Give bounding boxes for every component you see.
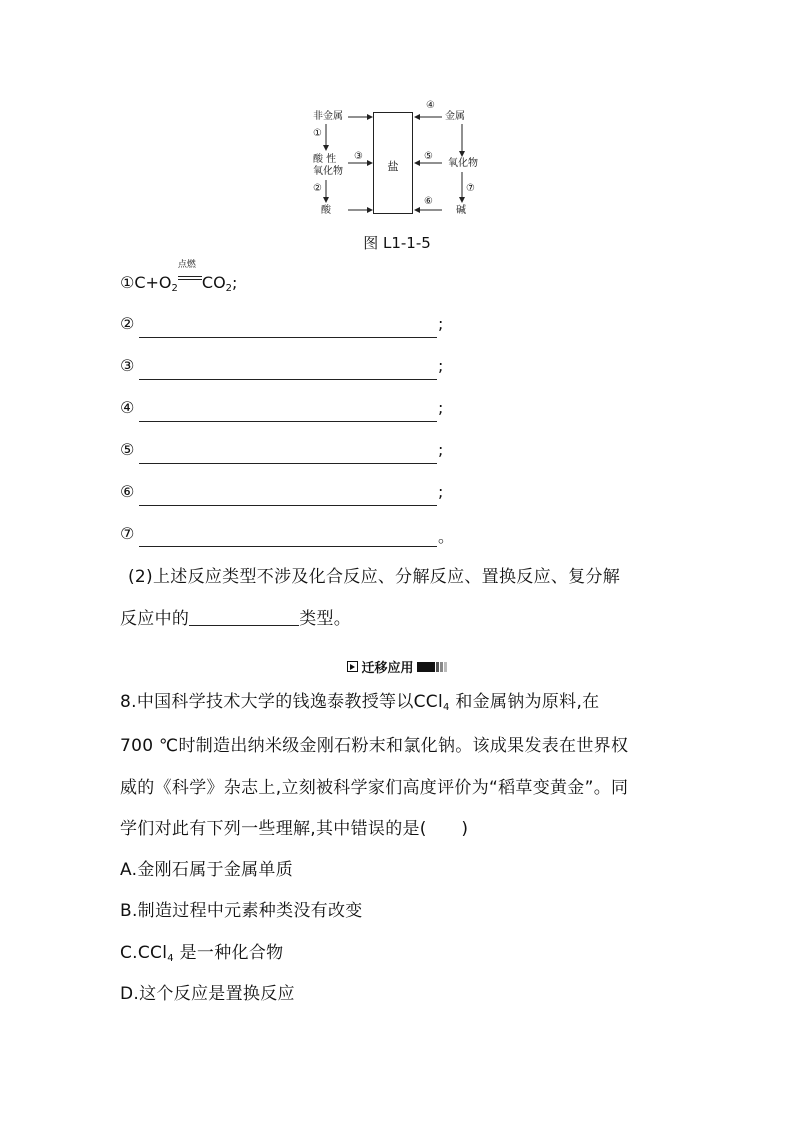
- q8-line-1: [120, 687, 599, 713]
- section-heading: [0, 657, 794, 676]
- node-nonmetal: 非金属: [313, 111, 343, 122]
- equation-1-lhs-sub: 2: [171, 283, 178, 294]
- option-a[interactable]: A.金刚石属于金属单质: [120, 860, 294, 880]
- node-acid: 酸: [321, 205, 331, 216]
- figure-caption: 图 L1-1-5: [363, 234, 431, 252]
- reaction-condition: [177, 260, 202, 288]
- q8-line-4: 学们对此有下列一些理解,其中错误的是( ): [120, 819, 469, 839]
- q2-line-2-pre: 反应中的: [120, 609, 190, 629]
- equation-1-marker: ①: [120, 273, 135, 292]
- q2-line-2-post: 类型。: [299, 609, 352, 629]
- blank-line-end: 。: [438, 527, 455, 546]
- option-c-post: 是一种化合物: [173, 943, 284, 963]
- blank-line-marker: ③: [120, 356, 135, 375]
- marker-3: ③: [354, 151, 363, 162]
- q2-answer-blank[interactable]: [189, 610, 299, 626]
- blank-line-marker: ⑥: [120, 482, 135, 501]
- option-c-pre: C.CCl: [120, 943, 168, 963]
- q2-line-2: [120, 604, 351, 629]
- answer-blank[interactable]: [139, 504, 437, 506]
- marker-6: ⑥: [424, 196, 433, 207]
- option-c[interactable]: [120, 938, 283, 964]
- marker-5: ⑤: [424, 151, 433, 162]
- condition-label: 点燃: [177, 260, 196, 270]
- equation-1-rhs-sub: 2: [225, 283, 233, 294]
- q8-line-1-pre: 8.中国科学技术大学的钱逸泰教授等以CCl: [120, 692, 443, 712]
- node-acidic-oxide: 氧化物: [313, 166, 343, 177]
- node-acidic-label: 酸 性: [313, 154, 337, 165]
- answer-blank[interactable]: [139, 545, 437, 547]
- salt-label: 盐: [387, 160, 399, 173]
- blank-line-end: ;: [438, 482, 444, 501]
- q8-line-1-post: 和金属钠为原料,在: [449, 692, 600, 712]
- q8-line-1-sub: 4: [442, 702, 450, 713]
- blank-line-end: ;: [438, 440, 444, 459]
- answer-blank[interactable]: [139, 336, 437, 338]
- marker-2: ②: [313, 183, 322, 194]
- blank-line-marker: ⑤: [120, 440, 135, 459]
- blank-line-end: ;: [438, 398, 444, 417]
- node-basic-oxide: 氧化物: [448, 158, 478, 169]
- equation-1-end: ;: [232, 273, 238, 292]
- equation-1: [120, 260, 238, 295]
- option-c-sub: 4: [167, 953, 174, 964]
- section-heading-text: 迁移应用: [361, 661, 414, 676]
- option-d[interactable]: D.这个反应是置换反应: [120, 984, 295, 1004]
- salt-box: [373, 112, 413, 214]
- q8-line-3: 威的《科学》杂志上,立刻被科学家们高度评价为“稻草变黄金”。同: [120, 778, 629, 798]
- answer-blank[interactable]: [139, 462, 437, 464]
- answer-blank[interactable]: [139, 420, 437, 422]
- blank-line-marker: ⑦: [120, 524, 135, 543]
- decor-bar-icon: [417, 662, 447, 672]
- marker-4: ④: [426, 100, 435, 111]
- equation-1-rhs: CO: [201, 273, 226, 292]
- blank-line-end: ;: [438, 356, 444, 375]
- option-b[interactable]: B.制造过程中元素种类没有改变: [120, 901, 363, 921]
- marker-7: ⑦: [466, 183, 475, 194]
- play-icon: [347, 661, 358, 672]
- blank-line-end: ;: [438, 314, 444, 333]
- equation-1-lhs: C+O: [134, 273, 172, 292]
- blank-line-marker: ②: [120, 314, 135, 333]
- node-base: 碱: [456, 205, 466, 216]
- marker-1: ①: [313, 128, 322, 139]
- answer-blank[interactable]: [139, 378, 437, 380]
- blank-line-marker: ④: [120, 398, 135, 417]
- node-metal: 金属: [445, 111, 465, 122]
- q8-line-2: 700 ℃时制造出纳米级金刚石粉末和氯化钠。该成果发表在世界权: [120, 736, 629, 756]
- q2-line-1: (2)上述反应类型不涉及化合反应、分解反应、置换反应、复分解: [128, 567, 621, 587]
